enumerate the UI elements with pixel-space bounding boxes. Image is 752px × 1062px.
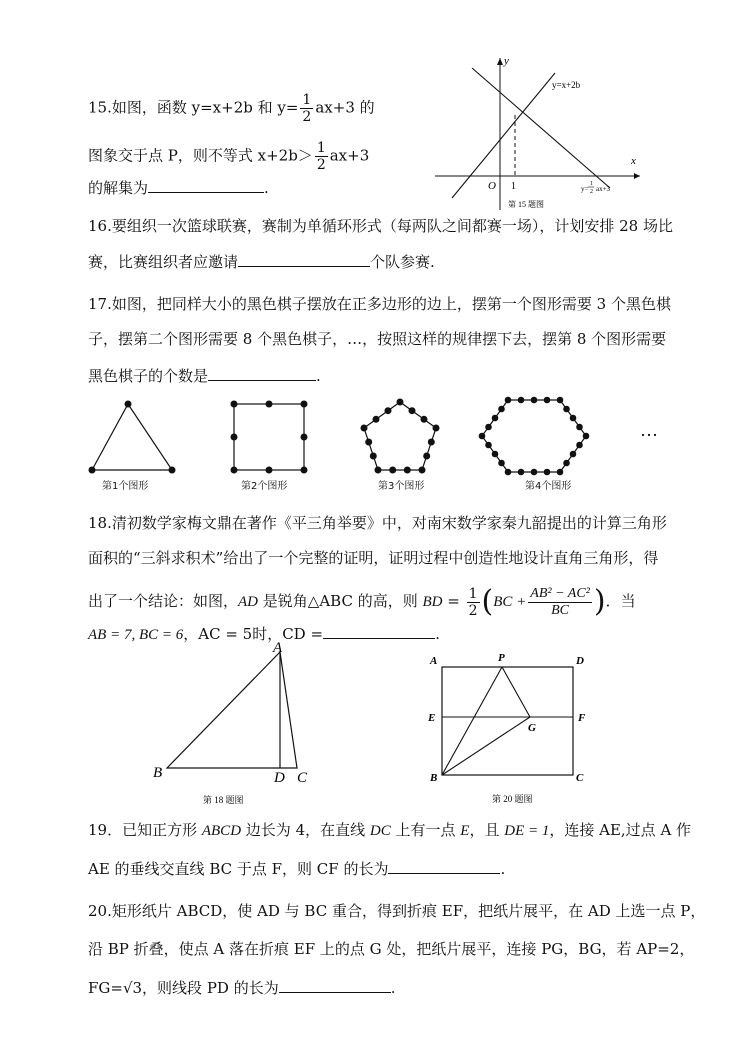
q19-var: DE = 1 — [504, 823, 550, 839]
q18-var-ad: AD — [238, 594, 259, 610]
q18-text: ，AC = 5时，CD = — [183, 625, 324, 643]
answer-blank[interactable] — [323, 622, 435, 639]
chess-piece — [89, 467, 96, 474]
q19-text: ，连接 AE,过点 A 作 — [549, 821, 692, 839]
q18-text: 出了一个结论：如图， — [88, 592, 239, 610]
q18-var-bc: BC + — [493, 594, 527, 610]
q15-line3 — [88, 176, 269, 199]
q15-text: ax+3 的 — [315, 98, 375, 117]
ellipsis: … — [640, 420, 658, 440]
fraction-formula: $\frac{\text{AB² − AC²}}{BC}$ — [530, 585, 590, 618]
fraction-half: $\frac{1}{2}$ — [316, 140, 326, 173]
q18-text: = — [442, 592, 465, 610]
line1-label: y=x+2b — [552, 80, 581, 90]
label-c: C — [576, 772, 584, 784]
q19-text: AE 的垂线交直线 BC 于点 F，则 CF 的长为 — [88, 860, 389, 878]
q15-line2 — [88, 140, 369, 173]
q15-text: . — [264, 179, 269, 197]
q19-var: ABCD — [201, 823, 242, 839]
q19-line1 — [88, 819, 691, 842]
figure-1-triangle — [89, 401, 176, 474]
chess-piece — [231, 467, 238, 474]
q16-line1: 16.要组织一次篮球联赛，赛制为单循环形式（每两队之间都赛一场），计划安排 28 场比 — [88, 217, 673, 235]
figure-4-hexagon — [479, 397, 590, 476]
label-g: G — [528, 722, 536, 734]
label-f: F — [578, 712, 586, 724]
label-b: B — [153, 765, 163, 781]
line2-label-num: 1 — [590, 181, 593, 187]
label-c: C — [297, 770, 308, 786]
q18-line3 — [88, 583, 636, 620]
chess-piece — [266, 467, 273, 474]
q16-text: 赛，比赛组织者应邀请 — [88, 253, 239, 271]
label-b: B — [430, 772, 438, 784]
line-half-ax-3 — [472, 68, 610, 188]
q18-text: . — [435, 625, 440, 643]
q17-text: 黑色棋子的个数是 — [88, 367, 209, 385]
q15-graph — [430, 50, 650, 215]
fraction-half: $\frac{1}{2}$ — [468, 585, 478, 619]
label-a: A — [430, 655, 438, 667]
figure-3-pentagon — [361, 399, 440, 474]
q20-line2: 沿 BP 折叠，使点 A 落在折痕 EF 上的点 G 处，把纸片展平，连接 PG，BG，若 AP=2， — [88, 940, 695, 958]
answer-blank[interactable] — [238, 250, 370, 267]
q17-line2: 子，摆第二个图形需要 8 个黑色棋子，…，按照这样的规律摆下去，摆第 8 个图形需要 — [88, 330, 667, 348]
q20-text: . — [390, 979, 396, 997]
segment-bg — [442, 717, 530, 775]
q19-text: ，且 — [469, 821, 505, 839]
q19-text: . — [500, 860, 506, 878]
figure-2-square — [231, 401, 308, 474]
x-axis-label: x — [631, 155, 636, 167]
line2-label-pre: y= — [581, 185, 589, 193]
q18-text: 是锐角△ABC 的高，则 — [258, 592, 423, 610]
chess-piece — [301, 467, 308, 474]
q17-line1: 17.如图，把同样大小的黑色棋子摆放在正多边形的边上，摆第一个图形需要 3 个黑色棋 — [88, 295, 671, 313]
chess-piece — [231, 434, 238, 441]
label-a: A — [273, 640, 283, 656]
answer-blank[interactable] — [148, 176, 264, 193]
q19-text: 19．已知正方形 — [88, 821, 202, 839]
q18-text: ．当 — [605, 592, 636, 610]
answer-blank[interactable] — [279, 976, 391, 993]
answer-blank[interactable] — [388, 857, 500, 874]
q19-text: 边长为 4，在直线 — [241, 821, 370, 839]
q16-line2 — [88, 250, 435, 273]
q17-line3 — [88, 364, 321, 387]
q19-text: 上有一点 — [390, 821, 461, 839]
tick-1-label: 1 — [511, 181, 516, 192]
segment-pg — [502, 667, 530, 717]
q18-line1: 18.清初数学家梅文鼎在著作《平三角举要》中，对南宋数学家秦九韶提出的计算三角形 — [88, 514, 667, 532]
answer-blank[interactable] — [208, 364, 316, 381]
q15-text: 的解集为 — [88, 179, 149, 197]
q19-line2 — [88, 857, 505, 880]
q18-line2: 面积的“三斜求积术”给出了一个完整的证明，证明过程中创造性地设计直角三角形，得 — [88, 549, 659, 567]
q20-line1: 20.矩形纸片 ABCD，使 AD 与 BC 重合，得到折痕 EF，把纸片展平，在 AD 上选一点 P， — [88, 902, 706, 920]
x-axis-arrow — [634, 173, 640, 179]
fig20-rectangle-figure — [420, 645, 600, 810]
q19-var: E — [460, 823, 470, 839]
fig18-caption: 第 18 题图 — [203, 795, 244, 805]
chess-piece — [301, 434, 308, 441]
q15-text: 图象交于点 P，则不等式 x+2b＞ — [88, 146, 313, 165]
chess-piece — [266, 401, 273, 408]
chess-piece — [301, 401, 308, 408]
q18-givens: AB = 7, BC = 6 — [88, 627, 184, 643]
fig-label-2: 第2个图形 — [241, 481, 288, 492]
y-axis-label: y — [504, 55, 509, 67]
q17-text: . — [316, 367, 321, 385]
q18-var-bd: BD — [422, 594, 443, 610]
origin-label: O — [488, 180, 496, 192]
line2-label-post: ax+3 — [596, 185, 611, 193]
line2-label-den: 2 — [590, 189, 593, 195]
fig-label-3: 第3个图形 — [378, 481, 425, 492]
q15-line1 — [88, 92, 375, 125]
q15-text: ax+3 — [329, 146, 370, 165]
right-paren: ) — [593, 584, 606, 619]
label-e: E — [428, 712, 436, 724]
q15-text: 15.如图，函数 y=x+2b 和 y= — [88, 98, 299, 117]
graph-caption: 第 15 题图 — [508, 200, 544, 209]
segment-bp — [442, 667, 502, 775]
fig-label-1: 第1个图形 — [102, 481, 149, 492]
label-d: D — [576, 655, 584, 667]
line-y-x-2b — [452, 73, 555, 198]
label-d: D — [274, 770, 285, 786]
q20-line3 — [88, 976, 396, 999]
left-paren: ( — [481, 584, 494, 619]
label-p: P — [498, 652, 505, 664]
q16-text: 个队参赛. — [370, 253, 435, 271]
q18-triangle-figure — [145, 640, 345, 810]
chess-piece — [169, 467, 176, 474]
chess-piece — [231, 401, 238, 408]
y-axis-arrow — [497, 58, 503, 65]
fig-label-4: 第4个图形 — [525, 481, 572, 492]
fig20-caption: 第 20 题图 — [492, 794, 533, 804]
chess-piece — [125, 401, 132, 408]
fraction-half: $\frac{1}{2}$ — [302, 92, 312, 125]
q19-var: DC — [369, 823, 391, 839]
q20-text: FG=√3，则线段 PD 的长为 — [88, 979, 279, 997]
